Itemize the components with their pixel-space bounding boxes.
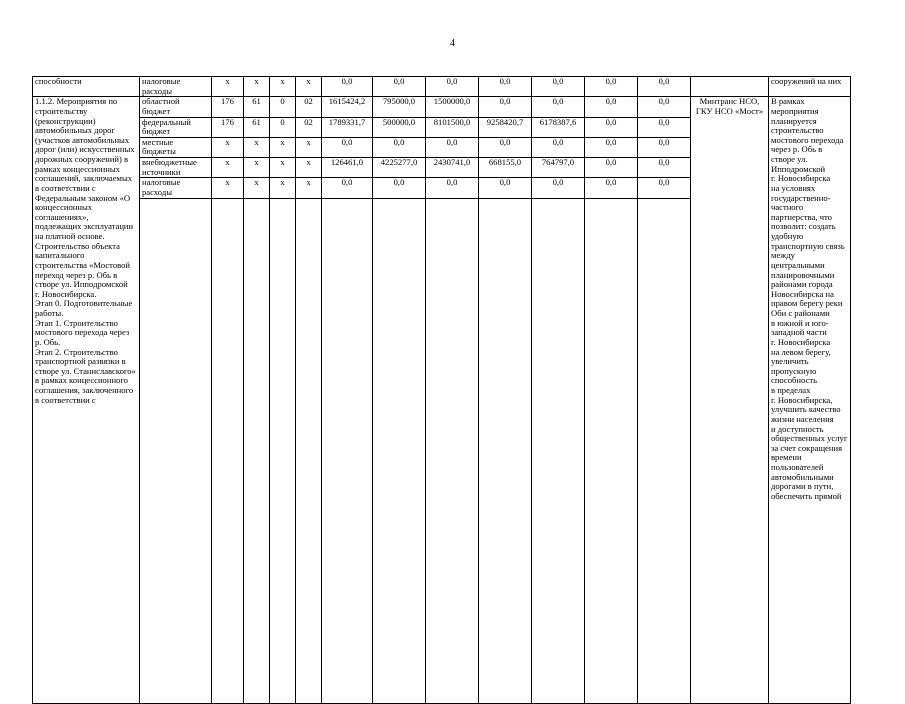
value-cell: 0,0 [426, 77, 479, 97]
code-cell: 02 [296, 97, 322, 117]
empty-cell [532, 198, 585, 703]
value-cell: 0,0 [426, 137, 479, 157]
empty-cell [244, 198, 270, 703]
empty-cell [426, 198, 479, 703]
code-cell: x [212, 158, 244, 178]
value-cell: 668155,0 [479, 158, 532, 178]
executor-cell: Минтранс НСО, ГКУ НСО «Мост» [691, 97, 769, 703]
code-cell: 176 [212, 97, 244, 117]
value-cell: 0,0 [532, 137, 585, 157]
value-cell: 0,0 [638, 158, 691, 178]
value-cell: 9258420,7 [479, 117, 532, 137]
value-cell: 1789331,7 [322, 117, 373, 137]
empty-cell [212, 198, 244, 703]
empty-cell [270, 198, 296, 703]
value-cell: 795000,0 [373, 97, 426, 117]
measure-description: 1.1.2. Мероприятия по строительству (реконструкции) автомобильных дорог (участков автомобильных дорог (или) искусственных дорожных сооружений) в рамках концессионных соглашений, заключаемых в соответствии с Федеральным законом «О концессионных соглашениях», подлежащих эксплуатации на платной основе. Строительство объекта капитального строительства «Мостовой переход через р. Обь в створе ул. Ипподромской г. Новосибирска. Этап 0. Подготовительные работы. Этап 1. Строительство мостового перехода через р. Обь. Этап 2. Строительство транспортной развязки в створе ул. Станиславского» в рамках концессионного соглашения, заключенного в соответствии с [33, 97, 140, 703]
value-cell: 0,0 [322, 77, 373, 97]
code-cell: 02 [296, 117, 322, 137]
funding-source-cell: местные бюджеты [140, 137, 212, 157]
code-cell: x [270, 77, 296, 97]
value-cell: 0,0 [585, 117, 638, 137]
value-cell: 0,0 [585, 158, 638, 178]
empty-cell [296, 198, 322, 703]
code-cell: x [244, 77, 270, 97]
value-cell: 0,0 [322, 178, 373, 198]
value-cell: 126461,0 [322, 158, 373, 178]
funding-source-cell: внебюджетные источники [140, 158, 212, 178]
empty-cell [322, 198, 373, 703]
value-cell: 0,0 [532, 77, 585, 97]
value-cell: 0,0 [532, 97, 585, 117]
value-cell: 0,0 [479, 77, 532, 97]
code-cell: x [296, 137, 322, 157]
value-cell: 6178387,6 [532, 117, 585, 137]
code-cell: x [212, 137, 244, 157]
value-cell: 0,0 [532, 178, 585, 198]
measure-cell: способности [33, 77, 140, 97]
value-cell: 0,0 [638, 117, 691, 137]
value-cell: 0,0 [638, 97, 691, 117]
result-cell: сооружений на них [769, 77, 851, 97]
value-cell: 1615424,2 [322, 97, 373, 117]
value-cell: 0,0 [638, 137, 691, 157]
table-row [33, 97, 851, 117]
value-cell: 0,0 [638, 77, 691, 97]
code-cell: x [270, 178, 296, 198]
code-cell: 0 [270, 97, 296, 117]
code-cell: x [212, 178, 244, 198]
value-cell: 0,0 [479, 178, 532, 198]
funding-source-cell: областной бюджет [140, 97, 212, 117]
code-cell: x [296, 178, 322, 198]
empty-cell [638, 198, 691, 703]
code-cell: x [244, 137, 270, 157]
code-cell: x [244, 158, 270, 178]
code-cell: x [244, 178, 270, 198]
value-cell: 500000,0 [373, 117, 426, 137]
table-row [33, 77, 851, 97]
funding-source-cell: налоговые расходы [140, 77, 212, 97]
value-cell: 8101500,0 [426, 117, 479, 137]
value-cell: 0,0 [585, 97, 638, 117]
empty-cell [140, 198, 212, 703]
code-cell: x [212, 77, 244, 97]
executor-cell [691, 77, 769, 97]
code-cell: x [270, 137, 296, 157]
value-cell: 0,0 [585, 77, 638, 97]
value-cell: 2430741,0 [426, 158, 479, 178]
value-cell: 4225277,0 [373, 158, 426, 178]
value-cell: 0,0 [373, 137, 426, 157]
value-cell: 0,0 [638, 178, 691, 198]
value-cell: 0,0 [479, 97, 532, 117]
code-cell: 61 [244, 117, 270, 137]
program-measures-table [32, 76, 851, 704]
funding-source-cell: налоговые расходы [140, 178, 212, 198]
page-number: 4 [450, 38, 455, 49]
value-cell: 0,0 [585, 178, 638, 198]
value-cell: 1500000,0 [426, 97, 479, 117]
value-cell: 0,0 [426, 178, 479, 198]
expected-result: В рамках мероприятия планируется строительство мостового перехода через р. Обь в створе ул. Ипподромской г. Новосибирска на условиях государственно-частного партнерства, что позволит: создать удобную транспортную связь между центральными планировочными районами города Новосибирска на правом берегу реки Оби с районами в южной и юго-западной части г. Новосибирска на левом берегу, увеличить пропускную способность в пределах г. Новосибирска, улучшить качество жизни населения и доступность общественных услуг за счет сокращения времени пользователей автомобильными дорогами в пути, обеспечить прямой [769, 97, 851, 703]
empty-cell [585, 198, 638, 703]
value-cell: 764797,0 [532, 158, 585, 178]
code-cell: 176 [212, 117, 244, 137]
value-cell: 0,0 [479, 137, 532, 157]
code-cell: x [270, 158, 296, 178]
code-cell: x [296, 158, 322, 178]
empty-cell [479, 198, 532, 703]
value-cell: 0,0 [373, 178, 426, 198]
value-cell: 0,0 [585, 137, 638, 157]
code-cell: 61 [244, 97, 270, 117]
value-cell: 0,0 [322, 137, 373, 157]
funding-source-cell: федеральный бюджет [140, 117, 212, 137]
code-cell: x [296, 77, 322, 97]
value-cell: 0,0 [373, 77, 426, 97]
code-cell: 0 [270, 117, 296, 137]
empty-cell [373, 198, 426, 703]
